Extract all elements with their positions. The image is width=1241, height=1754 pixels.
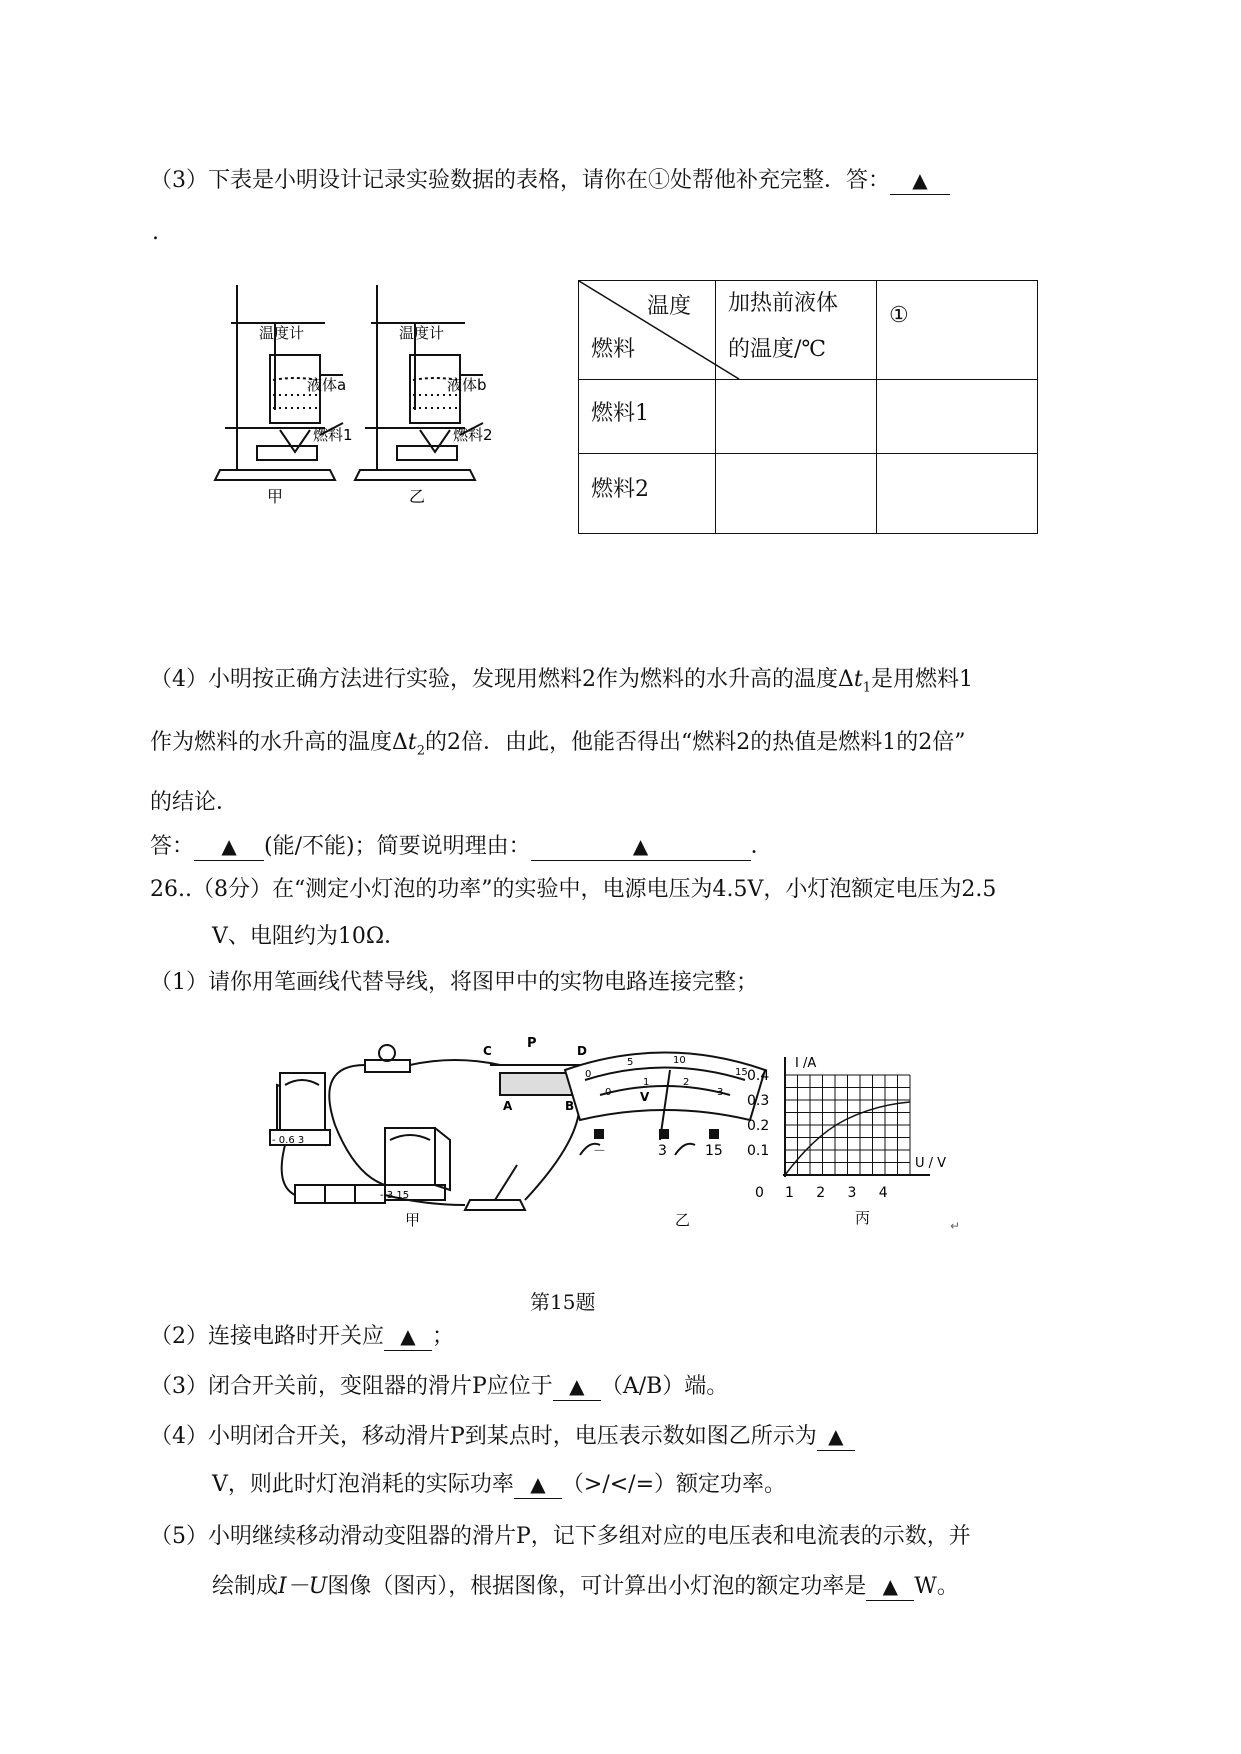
meter-inner-tick-label: 1: [643, 1077, 650, 1088]
iu-graph: [747, 1056, 946, 1201]
caption-jia-circuit: 甲: [405, 1211, 421, 1229]
rheostat-d-label: D: [577, 1044, 587, 1058]
corner-bottom-label: 燃料: [591, 337, 636, 362]
table-cell-empty[interactable]: [877, 380, 1038, 454]
graph-x-tick-label: 0: [755, 1185, 764, 1201]
fuel2-label: 燃料2: [453, 426, 493, 444]
graph-y-tick-label: 0.1: [747, 1143, 770, 1159]
fuel1-label: 燃料1: [313, 426, 353, 444]
meter-outer-tick-label: 5: [627, 1057, 634, 1068]
rheostat-b-label: B: [565, 1099, 575, 1113]
circuit-figure: [255, 1025, 975, 1233]
graph-x-tick-label: 1: [785, 1185, 794, 1201]
meter-terminal-3: 3: [658, 1143, 667, 1159]
q26-p3-blank[interactable]: ▲: [553, 1373, 601, 1401]
q3-line: [150, 166, 950, 196]
caption-yi-fuel: 乙: [409, 487, 426, 506]
q26-p5-line2: 绘制成I－U图像（图丙），根据图像，可计算出小灯泡的额定功率是 ▲ W。: [212, 1574, 959, 1599]
graph-x-tick-label: 4: [878, 1185, 888, 1201]
q4-blank-reason[interactable]: ▲: [531, 833, 751, 861]
graph-y-tick-label: 0.4: [747, 1068, 770, 1084]
voltmeter-terminal-labels: - 3 15: [380, 1190, 410, 1201]
meter-outer-tick-label: 0: [585, 1069, 592, 1080]
q26-p5-line1: （5）小明继续移动滑动变阻器的滑片P，记下多组对应的电压表和电流表的示数，并: [150, 1524, 971, 1549]
q26-p3: （3）闭合开关前，变阻器的滑片P应位于 ▲ （A/B）端。: [150, 1374, 729, 1399]
table-cell-empty[interactable]: [716, 380, 877, 454]
table-header-before: 加热前液体 的温度/℃: [716, 281, 877, 380]
liquid-b-label: 液体b: [447, 376, 487, 394]
meter-inner-tick-label: 0: [605, 1087, 612, 1098]
meter-inner-tick-label: 2: [683, 1077, 690, 1088]
caption-bing-graph: 丙: [855, 1209, 871, 1227]
q26-p4-blank-power[interactable]: ▲: [514, 1471, 562, 1499]
graph-x-tick-label: 2: [816, 1185, 826, 1201]
q26-line2: V、电阻约为10Ω．: [212, 924, 407, 949]
table-cell-empty[interactable]: [877, 454, 1038, 534]
q26-p5-blank[interactable]: ▲: [866, 1573, 914, 1601]
meter-v-label: V: [640, 1090, 650, 1104]
ammeter-terminal-labels: - 0.6 3: [272, 1135, 305, 1146]
q26-p4-line1: （4）小明闭合开关，移动滑片P到某点时，电压表示数如图乙所示为 ▲: [150, 1422, 855, 1452]
q4-line2: 作为燃料的水升高的温度$\Delta t_2$的2倍．由此，他能否得出“燃料2的热值是燃料1的2倍”: [150, 730, 966, 759]
meter-outer-tick-label: 15: [735, 1067, 748, 1078]
graph-y-tick-label: 0.3: [747, 1093, 770, 1109]
q4-blank-can[interactable]: ▲: [194, 833, 264, 861]
liquid-a-label: 液体a: [307, 376, 347, 394]
graph-y-tick-label: 0.2: [747, 1118, 770, 1134]
q4-line3: 的结论．: [150, 790, 239, 815]
q3-answer-blank[interactable]: ▲: [890, 167, 950, 195]
rheostat-c-label: C: [483, 1044, 492, 1058]
q26-p2-blank[interactable]: ▲: [384, 1323, 432, 1351]
table-corner-cell: [579, 281, 716, 380]
q26-p4-line2: V，则此时灯泡消耗的实际功率 ▲ （>/</=）额定功率。: [212, 1472, 787, 1497]
return-mark: ↵: [950, 1219, 961, 1233]
graph-x-tick-label: 3: [847, 1185, 857, 1201]
q26-p1: （1）请你用笔画线代替导线，将图甲中的实物电路连接完整；: [150, 970, 758, 995]
caption-jia-fuel: 甲: [267, 487, 284, 506]
meter-terminal-minus: －: [593, 1144, 607, 1159]
meter-terminal-15: 15: [705, 1143, 723, 1159]
meter-inner-tick-label: 3: [717, 1087, 724, 1098]
q26-p4-blank-voltage[interactable]: ▲: [817, 1423, 855, 1451]
rheostat-p-label: P: [527, 1036, 537, 1051]
table-row-label-fuel1: 燃料1: [579, 380, 716, 454]
figure-caption-15: 第15题: [530, 1290, 596, 1314]
meter-outer-tick-label: 10: [673, 1055, 686, 1066]
table-row-label-fuel2: 燃料2: [579, 454, 716, 534]
q26-line1: 26..（8分）在“测定小灯泡的功率”的实验中，电源电压为4.5V，小灯泡额定电压为2.5: [150, 877, 997, 902]
thermometer-label-right: 温度计: [399, 324, 445, 342]
corner-top-label: 温度: [646, 294, 691, 319]
graph-y-axis-label: I /A: [795, 1056, 817, 1071]
caption-yi-meter: 乙: [675, 1211, 691, 1229]
q26-p2: （2）连接电路时开关应 ▲ ；: [150, 1324, 455, 1349]
table-header-blank-1: ①: [877, 281, 1038, 380]
table-cell-empty[interactable]: [716, 454, 877, 534]
q4-answer-line: 答： ▲ (能/不能)；简要说明理由： ▲ ．: [150, 834, 773, 859]
q3-text: （3）下表是小明设计记录实验数据的表格，请你在①处帮他补充完整．答：: [150, 168, 890, 193]
thermometer-label-left: 温度计: [259, 324, 305, 342]
fuel-apparatus-figure: [215, 280, 505, 505]
q3-trailing-dot: .: [152, 220, 159, 245]
rheostat-a-label: A: [503, 1099, 513, 1113]
record-table: [578, 280, 1038, 534]
graph-x-axis-label: U / V: [915, 1156, 947, 1171]
q4-line1: （4）小明按正确方法进行实验，发现用燃料2作为燃料的水升高的温度$\Delta t_1$是用燃料1: [150, 667, 974, 696]
